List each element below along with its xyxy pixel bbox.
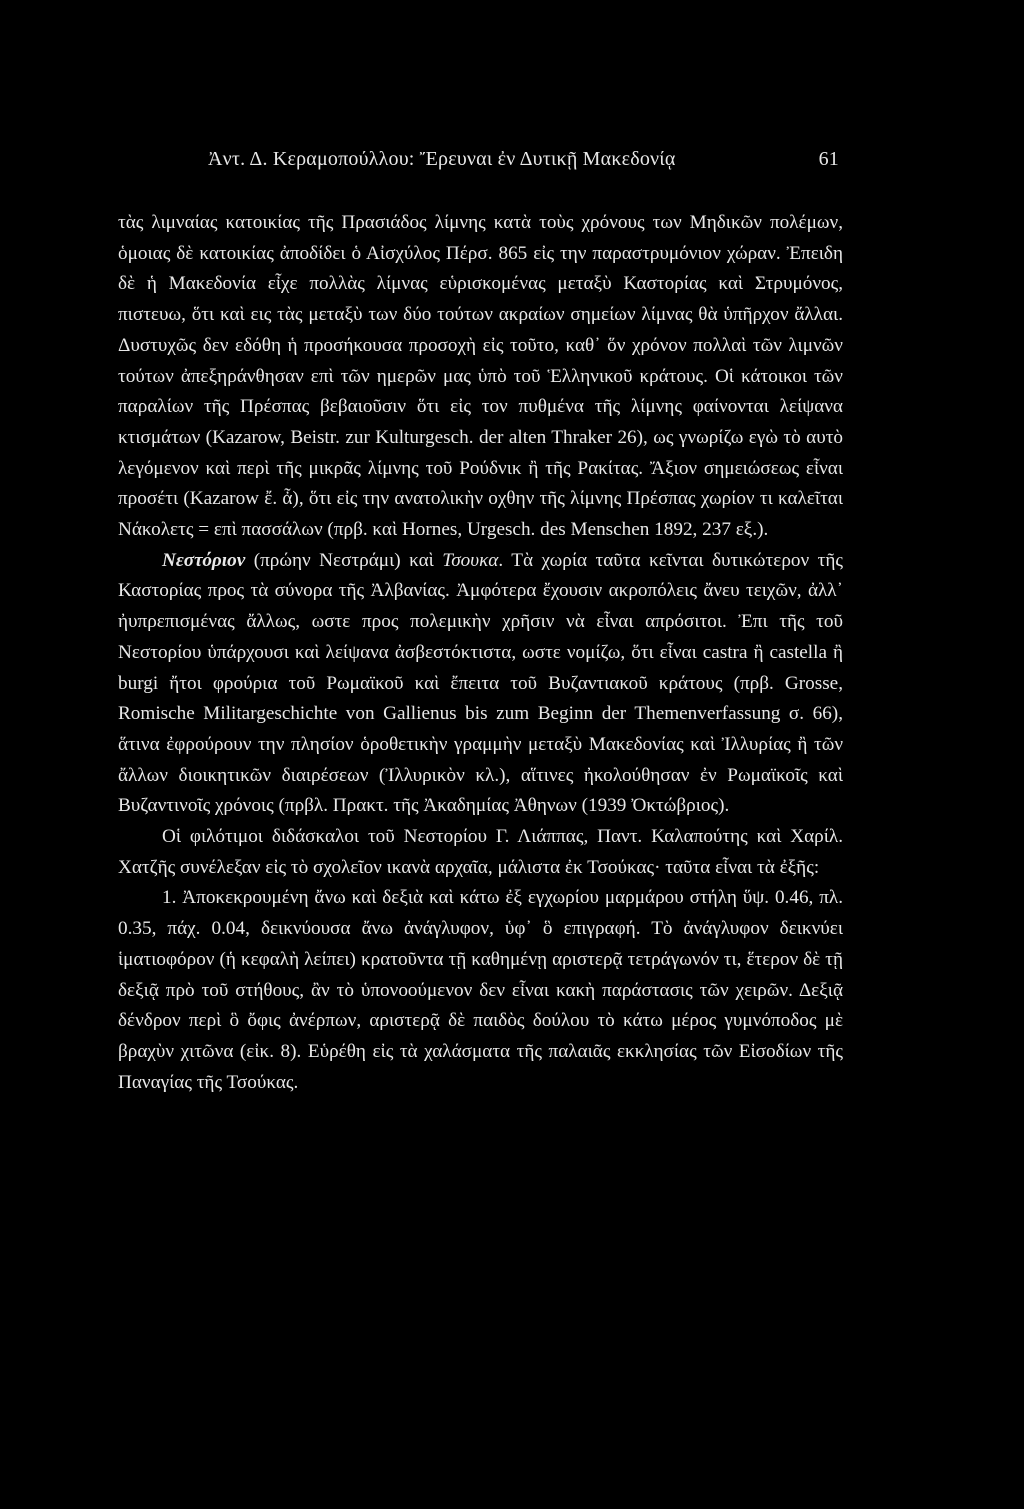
running-title: Ἀντ. Δ. Κεραμοπούλλου: Ἔρευναι ἐν Δυτικῇ Μακεδονίᾳ xyxy=(208,148,676,170)
paragraph-2 xyxy=(118,546,843,822)
document-page xyxy=(118,148,843,1098)
paragraph-2-text-a: (πρώην Νεστράμι) καὶ xyxy=(245,549,443,571)
place-name-tsouka: Τσουκα xyxy=(442,549,499,571)
paragraph-3: Οἱ φιλότιμοι διδάσκαλοι τοῦ Νεστορίου Γ. Λιάππας, Παντ. Καλαπούτης καὶ Χαρίλ. Χατζῆς συνέλεξαν εἰς τὸ σχολεῖον ικανὰ αρχαῖα, μάλιστα ἐκ Τσούκας· ταῦτα εἶναι τὰ ἐξῆς: xyxy=(118,826,843,878)
page-number: 61 xyxy=(818,148,839,170)
paragraph-1: τὰς λιμναίας κατοικίας τῆς Πρασιάδος λίμνης κατὰ τοὺς χρόνους των Μηδικῶν πολέμων, ὁμοιας δὲ κατοικίας ἀποδίδει ὁ Αἰσχύλος Πέρσ. 865 εἰς την παραστρυμόνιον χώραν. Ἐπειδη δὲ ἡ Μακεδονία εἶχε πολλὰς λίμνας εὑρισκομένας μεταξὺ Καστορίας καὶ Στρυμόνος, πιστευω, ὅτι καὶ εις τὰς μεταξὺ των δύο τούτων ακραίων σημείων λίμνας θὰ ὑπῆρχον ἄλλαι. Δυστυχῶς δεν εδόθη ἡ προσήκουσα προσοχὴ εἰς τοῦτο, καθ᾽ ὅν χρόνον πολλαὶ τῶν λιμνῶν τούτων ἀπεξηράνθησαν επὶ τῶν ημερῶν μας ὑπὸ τοῦ Ἑλληνικοῦ κράτους. Οἱ κάτοικοι τῶν παραλίων τῆς Πρέσπας βεβαιοῦσιν ὅτι εἰς τον πυθμένα τῆς λίμνης φαίνονται λείψανα κτισμάτων (Kazarow, Beistr. zur Kulturgesch. der alten Thraker 26), ως γνωρίζω εγὼ τὸ αυτὸ λεγόμενον καὶ περὶ τῆς μικρᾶς λίμνης τοῦ Ρούδνικ ἢ τῆς Ρακίτας. Ἄξιον σημειώσεως εἶναι προσέτι (Kazarow ἔ. ἆ), ὅτι εἰς την ανατολικὴν οχθην τῆς λίμνης Πρέσπας χωρίον τι καλεῖται Νάκολετς = επὶ πασσάλων (πρβ. καὶ Hornes, Urgesch. des Menschen 1892, 237 εξ.). xyxy=(118,212,843,541)
running-head xyxy=(208,148,839,171)
paragraph-4-item-1: 1. Ἀποκεκρουμένη ἄνω καὶ δεξιὰ καὶ κάτω ἐξ εγχωρίου μαρμάρου στήλη ὕψ. 0.46, πλ. 0.35, πάχ. 0.04, δεικνύουσα ἄνω ἀνάγλυφον, ὑφ᾽ ὃ επιγραφή. Τὸ ἀνάγλυφον δεικνύει ἱματιοφόρον (ἡ κεφαλὴ λείπει) κρατοῦντα τῇ καθημένῃ αριστερᾷ τετράγωνόν τι, ἕτερον δὲ τῇ δεξιᾷ πρὸ τοῦ στήθους, ἂν τὸ ὑπονοούμενον δεν εἶναι κακὴ παράστασις τῶν χειρῶν. Δεξιᾷ δένδρον περὶ ὃ ὄφις ἀνέρπων, αριστερᾷ δὲ παιδὸς δούλου τὸ κάτω μέρος γυμνόποδος μὲ βραχὺν χιτῶνα (εἰκ. 8). Εὑρέθη εἰς τὰ χαλάσματα τῆς παλαιᾶς εκκλησίας τῶν Εἰσοδίων τῆς Παναγίας τῆς Τσούκας. xyxy=(118,887,843,1093)
paragraph-2-text-b: . Τὰ χωρία ταῦτα κεῖνται δυτικώτερον τῆς Καστορίας προς τὰ σύνορα τῆς Ἀλβανίας. Ἀμφότερα ἔχουσιν ακροπόλεις ἄνευ τειχῶν, ἀλλ᾽ ἠυπρεπισμένας ἄλλως, ωστε προς πολεμικὴν χρῆσιν νὰ εἶναι απρόσιτοι. Ἐπι τῆς τοῦ Νεστορίου ὑπάρχουσι καὶ λείψανα ἀσβεστόκτιστα, ωστε νομίζω, ὅτι εἶναι castra ἢ castella ἢ burgi ἤτοι φρούρια τοῦ Ρωμαϊκοῦ καὶ ἔπειτα τοῦ Βυζαντιακοῦ κράτους (πρβ. Grosse, Romische Militargeschichte von Gallienus bis zum Beginn der Themenverfassung σ. 66), ἅτινα ἐφρούρουν την πλησίον ὁροθετικὴν γραμμὴν μεταξὺ Μακεδονίας καὶ Ἰλλυρίας ἢ τῶν ἄλλων διοικητικῶν διαιρέσεων (Ἰλλυρικὸν κλ.), αἵτινες ἠκολούθησαν ἐν Ρωμαϊκοῖς καὶ Βυζαντινοῖς χρόνοις (πρβλ. Πρακτ. τῆς Ἀκαδημίας Ἀθηνων (1939 Ὀκτώβριος). xyxy=(118,549,843,817)
body-text xyxy=(118,208,843,1098)
place-name-nestorion: Νεστόριον xyxy=(162,549,246,571)
